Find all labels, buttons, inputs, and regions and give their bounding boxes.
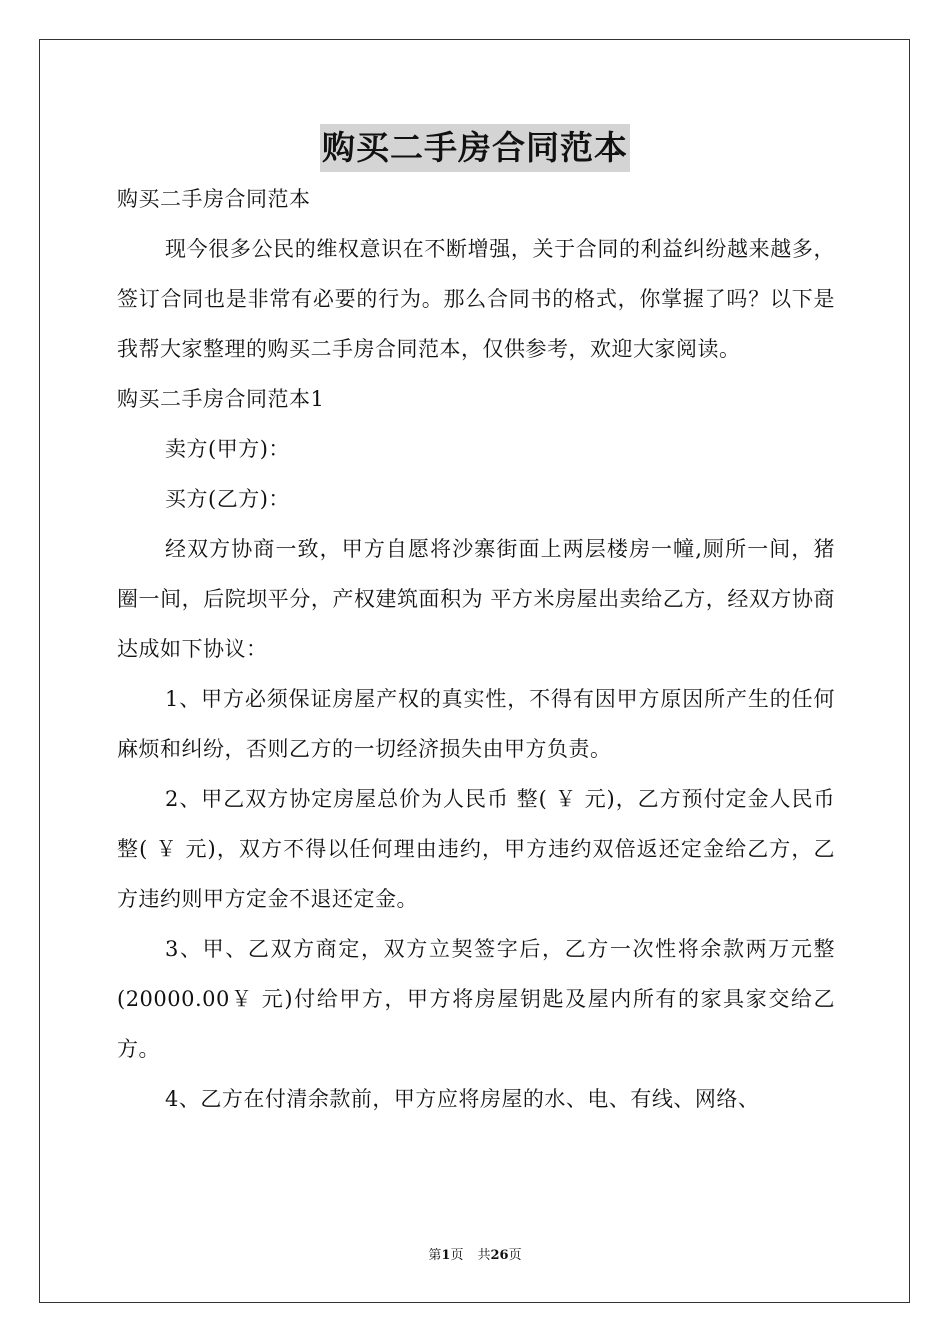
clause-4: 4、乙方在付清余款前，甲方应将房屋的水、电、有线、网络、 [165, 1087, 760, 1111]
document-title: 购买二手房合同范本 [320, 124, 630, 172]
title-container [0, 124, 950, 172]
clause-3: 3、甲、乙双方商定，双方立契签字后，乙方一次性将余款两万元整(20000.00￥ 元)付给甲方，甲方将房屋钥匙及屋内所有的家具家交给乙方。 [117, 937, 835, 1061]
document-subtitle: 购买二手房合同范本 [117, 187, 311, 211]
seller-line: 卖方(甲方)： [165, 437, 290, 461]
intro-paragraph: 现今很多公民的维权意识在不断增强，关于合同的利益纠纷越来越多，签订合同也是非常有必要的行为。那么合同书的格式，你掌握了吗？以下是我帮大家整理的购买二手房合同范本，仅供参考，欢迎大家阅读。 [117, 237, 835, 361]
section-heading: 购买二手房合同范本1 [117, 387, 325, 411]
document-body [117, 174, 835, 1124]
total-pages: 26 [490, 1248, 509, 1263]
clause-2: 2、甲乙双方协定房屋总价为人民币 整( ￥ 元)，乙方预付定金人民币 整( ￥ 元)，双方不得以任何理由违约，甲方违约双倍返还定金给乙方，乙方违约则甲方定金不退还定金。 [117, 787, 835, 911]
clause-1: 1、甲方必须保证房屋产权的真实性，不得有因甲方原因所产生的任何麻烦和纠纷，否则乙方的一切经济损失由甲方负责。 [117, 687, 835, 761]
clause-preamble: 经双方协商一致，甲方自愿将沙寨街面上两层楼房一幢,厕所一间，猪圈一间，后院坝平分，产权建筑面积为 平方米房屋出卖给乙方，经双方协商达成如下协议： [117, 537, 835, 661]
total-prefix: 共 [477, 1248, 491, 1263]
buyer-line: 买方(乙方)： [165, 487, 290, 511]
page-suffix: 页 [450, 1248, 464, 1263]
page-footer [0, 1247, 950, 1265]
page-number: 1 [441, 1248, 451, 1263]
page-prefix: 第 [428, 1248, 442, 1263]
total-suffix: 页 [508, 1248, 522, 1263]
